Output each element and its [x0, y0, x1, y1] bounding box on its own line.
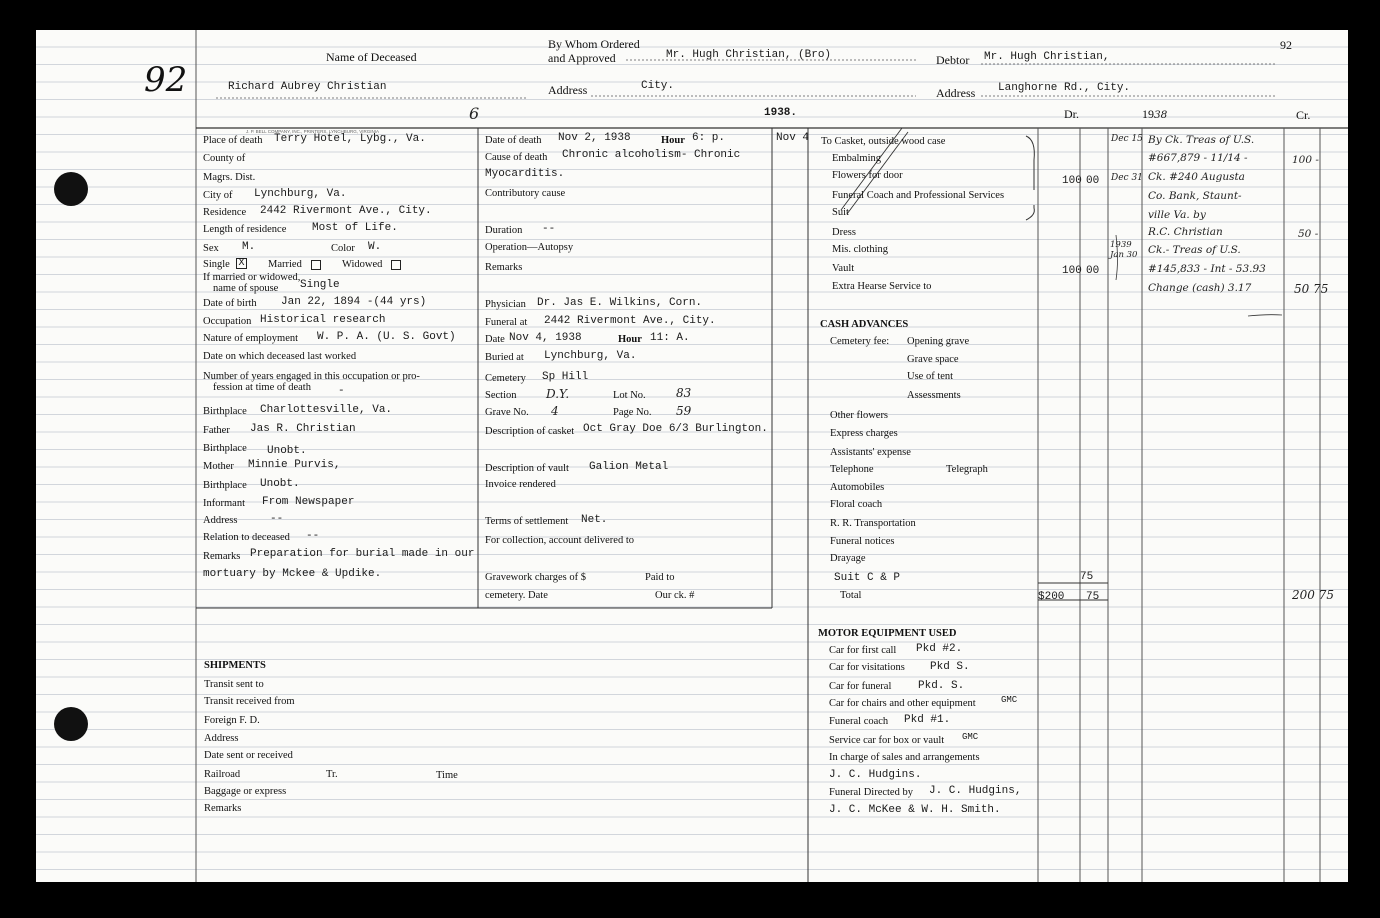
nature-of-employment-label: Nature of employment — [203, 333, 299, 344]
mother-birthplace-label: Birthplace — [203, 480, 247, 491]
nature-of-employment-value: W. P. A. (U. S. Govt) — [317, 331, 456, 343]
widowed-label: Widowed — [342, 259, 383, 270]
address-label: Address — [548, 83, 588, 97]
service-car-value: GMC — [962, 732, 979, 742]
credit-text-8: #145,833 - Int - 53.93 — [1148, 263, 1266, 275]
cr-label: Cr. — [1296, 108, 1311, 122]
terms-value: Net. — [581, 514, 608, 526]
father-birthplace-value: Unobt. — [267, 445, 307, 457]
widowed-checkbox[interactable] — [391, 260, 401, 270]
total-dollars: $200 — [1038, 591, 1065, 603]
funeral-coach-label: Funeral coach — [829, 716, 889, 727]
sex-label: Sex — [203, 243, 219, 254]
total-cents: 75 — [1086, 591, 1100, 603]
page-number: 92 — [1280, 38, 1292, 52]
dr-label: Dr. — [1064, 107, 1079, 121]
years-engaged-label-1: Number of years engaged in this occupation or pro- — [203, 371, 420, 382]
length-of-residence-label: Length of residence — [203, 224, 287, 235]
father-birthplace-label: Birthplace — [203, 443, 247, 454]
directed-by-value-2: J. C. McKee & W. H. Smith. — [829, 804, 1001, 816]
charge-coach-label: Funeral Coach and Professional Services — [832, 190, 1005, 201]
charge-vault-cents: 00 — [1086, 265, 1100, 277]
funeral-notices-label: Funeral notices — [830, 536, 895, 547]
credit-date-2: Dec 31 — [1111, 173, 1143, 183]
date-of-birth-label: Date of birth — [203, 298, 257, 309]
occupation-label: Occupation — [203, 316, 252, 327]
debtor-label: Debtor — [936, 53, 970, 67]
informant-value: From Newspaper — [262, 496, 355, 508]
birthplace-label: Birthplace — [203, 406, 247, 417]
collection-label: For collection, account delivered to — [485, 535, 634, 546]
married-checkbox[interactable] — [311, 260, 321, 270]
cause-of-death-value-2: Myocarditis. — [485, 168, 565, 180]
color-value: W. — [368, 241, 382, 253]
handwritten-page-number: 92 — [144, 60, 188, 100]
floral-coach-label: Floral coach — [830, 499, 883, 510]
ledger-page — [36, 30, 1348, 882]
informant-address-value: -- — [270, 513, 284, 525]
date-of-death-value: Nov 2, 1938 — [558, 132, 631, 144]
length-of-residence-value: Most of Life. — [312, 222, 398, 234]
credit-date-3: 1939 Jan 30 — [1110, 240, 1138, 260]
date-sent-label: Date sent or received — [204, 750, 293, 761]
motor-title: MOTOR EQUIPMENT USED — [818, 628, 957, 639]
years-engaged-label-2: fession at time of death — [213, 382, 311, 393]
stray-mark: 6 — [469, 104, 480, 123]
debtor-address-label: Address — [936, 86, 976, 100]
shipments-address-label: Address — [204, 733, 239, 744]
date-of-birth-value: Jan 22, 1894 -(44 yrs) — [281, 296, 427, 308]
residence-value: 2442 Rivermont Ave., City. — [260, 205, 432, 217]
informant-label: Informant — [203, 498, 245, 509]
shipments-title: SHIPMENTS — [204, 660, 266, 671]
father-value: Jas R. Christian — [250, 423, 356, 435]
cash-advances-title: CASH ADVANCES — [820, 319, 909, 330]
shipments-remarks-label: Remarks — [204, 803, 242, 814]
drayage-label: Drayage — [830, 553, 866, 564]
operation-autopsy-label: Operation—Autopsy — [485, 242, 574, 253]
grave-no-value: 4 — [551, 404, 559, 418]
remarks-value-1: Preparation for burial made in our — [250, 548, 475, 560]
printer-imprint: J. P. BELL COMPANY, INC., PRINTERS, LYNCHBURG, VIRGINIA — [246, 129, 380, 134]
paid-to-label: Paid to — [645, 572, 675, 583]
credit-text-9: Change (cash) 3.17 — [1148, 282, 1252, 294]
buried-at-value: Lynchburg, Va. — [544, 350, 637, 362]
cause-of-death-label: Cause of death — [485, 152, 548, 163]
assessments-label: Assessments — [907, 390, 961, 401]
informant-address-label: Address — [203, 515, 238, 526]
funeral-coach-value: Pkd #1. — [904, 714, 951, 726]
mother-birthplace-value: Unobt. — [260, 478, 300, 490]
death-hour-value: 6: p. — [692, 132, 726, 144]
cemetery-label: Cemetery — [485, 373, 526, 384]
service-car-label: Service car for box or vault — [829, 735, 945, 746]
telegraph-label: Telegraph — [946, 464, 988, 475]
page-no-label: Page No. — [613, 407, 652, 418]
chairs-equipment-label: Car for chairs and other equipment — [829, 698, 976, 709]
spouse-label: name of spouse — [213, 283, 279, 294]
vault-desc-label: Description of vault — [485, 463, 569, 474]
county-label: County of — [203, 153, 246, 164]
baggage-label: Baggage or express — [204, 786, 287, 797]
name-of-deceased-label: Name of Deceased — [326, 50, 417, 64]
credit-total: 200 75 — [1292, 588, 1334, 602]
opening-grave-label: Opening grave — [907, 336, 970, 347]
tr-label: Tr. — [326, 769, 338, 780]
directed-by-value: J. C. Hudgins, — [929, 785, 1022, 797]
city-of-label: City of — [203, 190, 233, 201]
credit-amount-1: 100 - — [1292, 154, 1319, 166]
credit-text-2: #667,879 - 11/14 - — [1148, 152, 1248, 164]
residence-label: Residence — [203, 207, 247, 218]
charge-hearse-label: Extra Hearse Service to — [832, 281, 932, 292]
section-label: Section — [485, 390, 517, 401]
charge-flowers-cents: 00 — [1086, 175, 1100, 187]
car-for-funeral-value: Pkd. S. — [918, 680, 965, 692]
grave-no-label: Grave No. — [485, 407, 529, 418]
telephone-label: Telephone — [830, 464, 874, 475]
address-value: City. — [641, 80, 675, 92]
mother-value: Minnie Purvis, — [248, 459, 341, 471]
mother-label: Mother — [203, 461, 234, 472]
suit-amount: 75 — [1080, 571, 1094, 583]
charge-vault-label: Vault — [832, 263, 855, 274]
credit-text-4: Co. Bank, Staunt- — [1148, 190, 1242, 202]
remarks-value-2: mortuary by Mckee & Updike. — [203, 568, 382, 580]
binder-hole-top — [54, 172, 88, 206]
place-of-death-value: Terry Hotel, Lybg., Va. — [274, 133, 426, 145]
funeral-date-value: Nov 4, 1938 — [509, 332, 582, 344]
cemetery-date-label: cemetery. Date — [485, 590, 548, 601]
spouse-value: Single — [300, 279, 340, 291]
funeral-hour-value: 11: A. — [650, 332, 690, 344]
father-label: Father — [203, 425, 230, 436]
credit-text-5: ville Va. by — [1148, 209, 1206, 221]
relation-label: Relation to deceased — [203, 532, 290, 543]
credit-text-3: Ck. #240 Augusta — [1148, 171, 1245, 183]
physician-value: Dr. Jas E. Wilkins, Corn. — [537, 297, 703, 309]
casket-value: Oct Gray Doe 6/3 Burlington. — [583, 423, 768, 435]
date-of-death-label: Date of death — [485, 135, 542, 146]
lot-no-value: 83 — [676, 386, 692, 400]
other-flowers-label: Other flowers — [830, 410, 889, 421]
charge-suit-label: Suit — [832, 207, 849, 218]
single-label: Single — [203, 259, 230, 270]
our-ck-label: Our ck. # — [655, 590, 695, 601]
use-of-tent-label: Use of tent — [907, 371, 954, 382]
total-label: Total — [840, 590, 862, 601]
occupation-value: Historical research — [260, 314, 386, 326]
duration-label: Duration — [485, 225, 523, 236]
credit-date-1: Dec 15 — [1111, 134, 1143, 144]
color-label: Color — [331, 243, 355, 254]
married-label: Married — [268, 259, 302, 270]
first-call-label: Car for first call — [829, 645, 897, 656]
duration-value: -- — [542, 223, 556, 235]
city-of-value: Lynchburg, Va. — [254, 188, 347, 200]
single-checkbox[interactable]: X — [236, 258, 247, 269]
ordered-value: Mr. Hugh Christian, (Bro) — [666, 49, 832, 61]
death-hour-label: Hour — [661, 135, 685, 146]
years-engaged-value: - — [338, 385, 345, 397]
ledger-year: 1938. — [764, 107, 798, 119]
credit-text-1: By Ck. Treas of U.S. — [1148, 134, 1255, 146]
gravework-label: Gravework charges of $ — [485, 572, 586, 583]
charge-vault-dollars: 100 — [1062, 265, 1082, 277]
credit-text-7: Ck.- Treas of U.S. — [1148, 244, 1241, 256]
cemetery-value: Sp Hill — [542, 371, 589, 383]
binder-hole-bottom — [54, 707, 88, 741]
chairs-equipment-value: GMC — [1001, 695, 1018, 705]
physician-label: Physician — [485, 299, 526, 310]
grave-space-label: Grave space — [907, 354, 959, 365]
first-call-value: Pkd #2. — [916, 643, 963, 655]
ordered-label-1: By Whom Ordered — [548, 37, 640, 51]
debtor-address-value: Langhorne Rd., City. — [998, 82, 1131, 94]
visitations-value: Pkd S. — [930, 661, 970, 673]
invoice-rendered-label: Invoice rendered — [485, 479, 556, 490]
transit-sent-label: Transit sent to — [204, 679, 264, 690]
section-value: D.Y. — [546, 387, 570, 401]
cemetery-fee-label: Cemetery fee: — [830, 336, 890, 347]
dr-year: 1938 — [1142, 107, 1168, 121]
cause-of-death-value: Chronic alcoholism- Chronic — [562, 149, 741, 161]
funeral-date-label: Date — [485, 334, 505, 345]
visitations-label: Car for visitations — [829, 662, 905, 673]
directed-by-label: Funeral Directed by — [829, 787, 913, 798]
contributory-cause-label: Contributory cause — [485, 188, 566, 199]
credit-text-6: R.C. Christian — [1148, 226, 1223, 238]
charge-flowers-label: Flowers for door — [832, 170, 903, 181]
sex-value: M. — [242, 241, 256, 253]
name-of-deceased-value: Richard Aubrey Christian — [228, 81, 387, 93]
funeral-at-label: Funeral at — [485, 317, 528, 328]
charge-clothing-label: Mis. clothing — [832, 244, 889, 255]
funeral-hour-label: Hour — [618, 334, 642, 345]
remarks-label: Remarks — [203, 551, 241, 562]
charges-date: Nov 4 — [776, 132, 810, 144]
rr-transportation-label: R. R. Transportation — [830, 518, 916, 529]
railroad-label: Railroad — [204, 769, 241, 780]
transit-received-label: Transit received from — [204, 696, 295, 707]
vault-desc-value: Galion Metal — [589, 461, 669, 473]
suit-line: Suit C & P — [834, 572, 901, 584]
assistants-expense-label: Assistants' expense — [830, 447, 911, 458]
married-widowed-label: If married or widowed, — [203, 272, 301, 283]
terms-label: Terms of settlement — [485, 516, 569, 527]
express-charges-label: Express charges — [830, 428, 898, 439]
credit-amount-2: 50 - — [1298, 228, 1319, 240]
casket-label: Description of casket — [485, 426, 575, 437]
credit-amount-3: 50 75 — [1294, 282, 1329, 296]
col2-remarks-label: Remarks — [485, 262, 523, 273]
buried-at-label: Buried at — [485, 352, 524, 363]
in-charge-label: In charge of sales and arrangements — [829, 752, 980, 763]
automobiles-label: Automobiles — [830, 482, 885, 493]
charge-casket-label: To Casket, outside wood case — [821, 136, 946, 147]
lot-no-label: Lot No. — [613, 390, 646, 401]
magrs-dist-label: Magrs. Dist. — [203, 172, 256, 183]
foreign-fd-label: Foreign F. D. — [204, 715, 260, 726]
relation-value: -- — [306, 530, 320, 542]
ordered-label-2: and Approved — [548, 51, 616, 65]
time-label: Time — [436, 770, 458, 781]
funeral-at-value: 2442 Rivermont Ave., City. — [544, 315, 716, 327]
charge-flowers-dollars: 100 — [1062, 175, 1082, 187]
birthplace-value: Charlottesville, Va. — [260, 404, 393, 416]
charge-dress-label: Dress — [832, 227, 856, 238]
charge-embalming-label: Embalming — [832, 153, 881, 164]
last-worked-label: Date on which deceased last worked — [203, 351, 357, 362]
debtor-value: Mr. Hugh Christian, — [984, 51, 1110, 63]
place-of-death-label: Place of death — [203, 135, 263, 146]
page-no-value: 59 — [676, 404, 692, 418]
car-for-funeral-label: Car for funeral — [829, 681, 892, 692]
in-charge-value: J. C. Hudgins. — [829, 769, 922, 781]
